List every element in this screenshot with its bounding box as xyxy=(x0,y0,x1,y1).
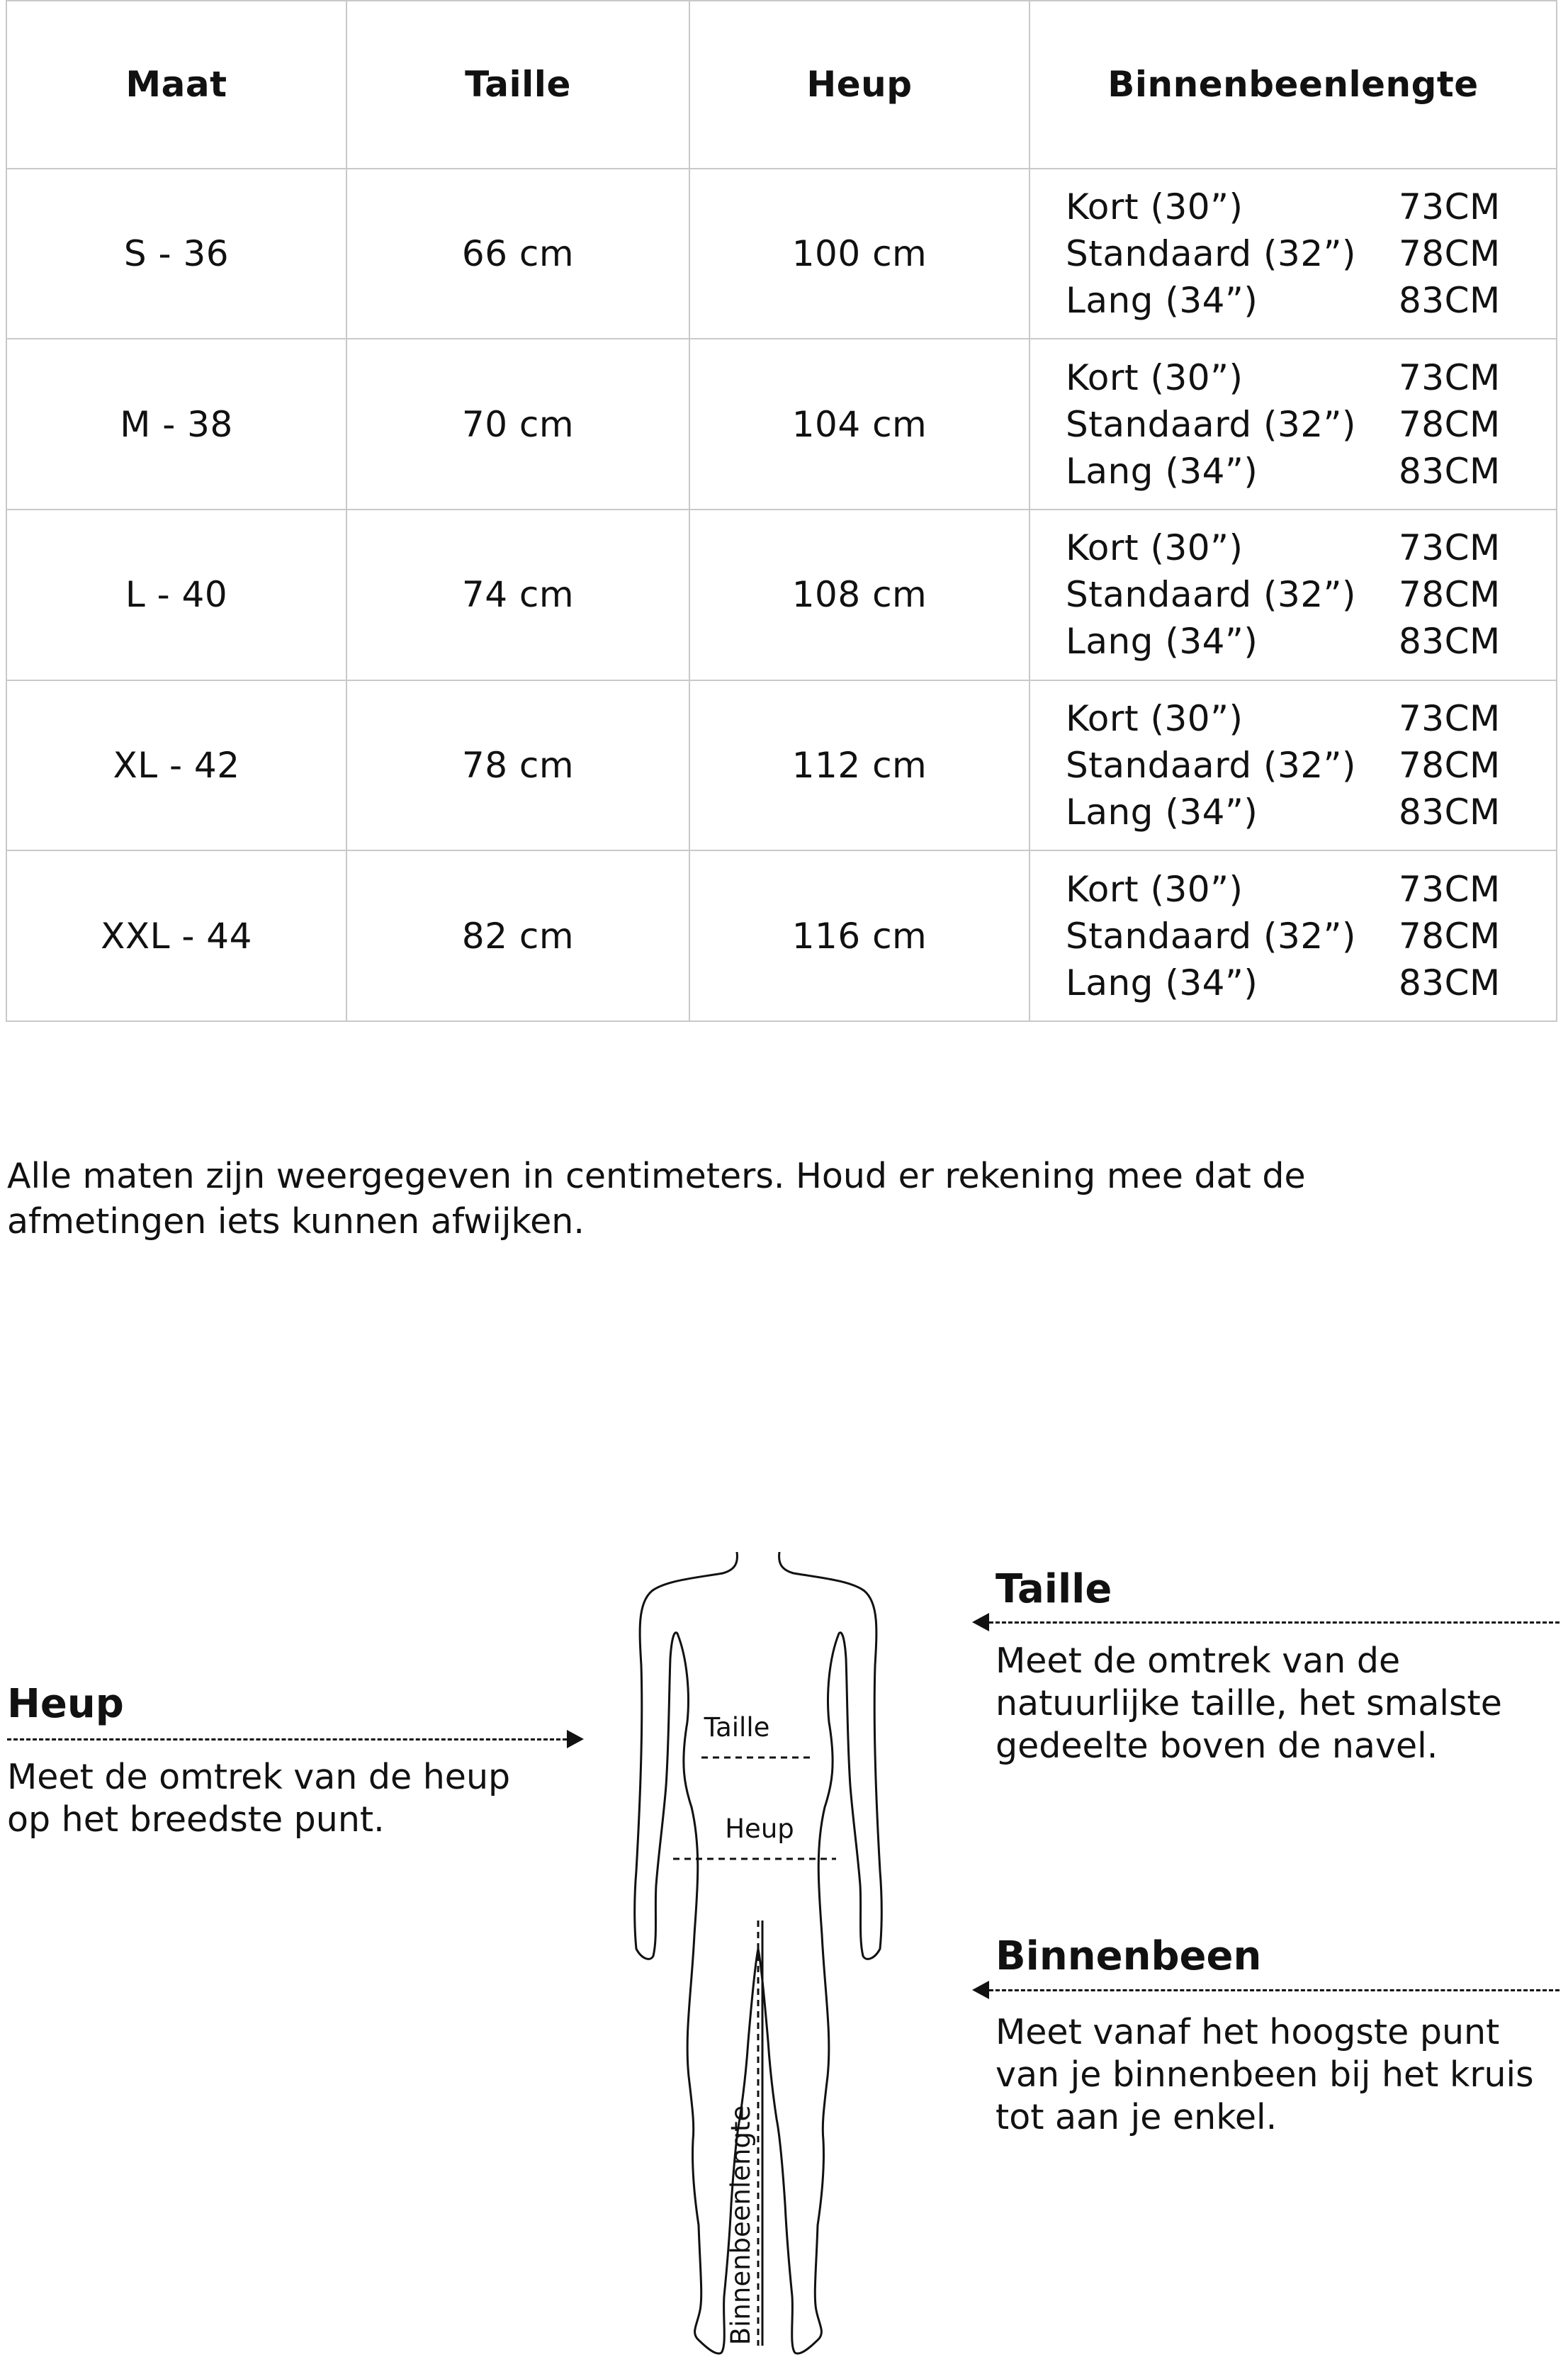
inseam-value: 78CM xyxy=(1399,744,1501,786)
inseam-cell xyxy=(1030,339,1557,510)
inseam-label: Standaard (32”) xyxy=(1066,403,1357,445)
inseam-label: Lang (34”) xyxy=(1066,791,1258,833)
inseam-label: Standaard (32”) xyxy=(1066,232,1357,274)
inseam-cell xyxy=(1030,169,1557,339)
size-cell: M - 38 xyxy=(6,339,346,510)
body-figure-illustration xyxy=(624,1552,893,2360)
hip-arrow-icon xyxy=(567,1730,584,1748)
inseam-guide-line: van je binnenbeen bij het kruis xyxy=(995,2054,1534,2095)
waist-arrow-icon xyxy=(972,1613,989,1631)
hip-cell: 108 cm xyxy=(689,510,1030,680)
table-row xyxy=(6,850,1557,1021)
inseam-value: 78CM xyxy=(1399,403,1501,445)
inseam-value: 73CM xyxy=(1399,356,1501,398)
inseam-label: Standaard (32”) xyxy=(1066,915,1357,957)
table-row xyxy=(6,510,1557,680)
hip-cell: 116 cm xyxy=(689,850,1030,1021)
inseam-label: Standaard (32”) xyxy=(1066,574,1357,616)
inseam-option xyxy=(1066,448,1501,495)
note-line-2: afmetingen iets kunnen afwijken. xyxy=(7,1201,585,1242)
inseam-option xyxy=(1066,866,1501,913)
waist-cell: 74 cm xyxy=(346,510,689,680)
inseam-guide-line: Meet vanaf het hoogste punt xyxy=(995,2012,1500,2052)
inseam-cell xyxy=(1030,510,1557,680)
inseam-guide-dashed-line xyxy=(989,1989,1559,1991)
inseam-value: 83CM xyxy=(1399,962,1501,1003)
waist-guide-line: natuurlijke taille, het smalste xyxy=(995,1683,1502,1723)
inseam-value: 73CM xyxy=(1399,186,1501,227)
hip-guide-line: op het breedste punt. xyxy=(7,1799,385,1840)
table-row xyxy=(6,169,1557,339)
hip-guide-text xyxy=(7,1756,510,1841)
waist-cell: 82 cm xyxy=(346,850,689,1021)
inseam-value: 73CM xyxy=(1399,868,1501,910)
waist-guide-line: gedeelte boven de navel. xyxy=(995,1726,1438,1766)
waist-guide-text xyxy=(995,1640,1502,1767)
inseam-label: Lang (34”) xyxy=(1066,621,1258,663)
hip-cell: 100 cm xyxy=(689,169,1030,339)
inseam-option xyxy=(1066,354,1501,401)
size-cell: L - 40 xyxy=(6,510,346,680)
hip-guide-dashed-line xyxy=(7,1738,567,1740)
inseam-option xyxy=(1066,913,1501,960)
waist-guide-line: Meet de omtrek van de xyxy=(995,1641,1401,1681)
inseam-value: 73CM xyxy=(1399,527,1501,569)
inseam-option xyxy=(1066,401,1501,448)
inseam-cell xyxy=(1030,680,1557,851)
inseam-option xyxy=(1066,960,1501,1006)
inseam-value: 73CM xyxy=(1399,697,1501,739)
waist-guide-title: Taille xyxy=(995,1566,1112,1612)
inseam-option xyxy=(1066,789,1501,836)
note-line-1: Alle maten zijn weergegeven in centimeters. Houd er rekening mee dat de xyxy=(7,1156,1306,1196)
inseam-label: Standaard (32”) xyxy=(1066,744,1357,786)
header-waist: Taille xyxy=(346,1,689,169)
figure-label-inseam: Binnenbeenlengte xyxy=(726,2105,756,2346)
inseam-option xyxy=(1066,618,1501,665)
header-hip: Heup xyxy=(689,1,1030,169)
header-inseam: Binnenbeenlengte xyxy=(1030,1,1557,169)
inseam-value: 83CM xyxy=(1399,621,1501,663)
size-cell: XL - 42 xyxy=(6,680,346,851)
header-size: Maat xyxy=(6,1,346,169)
hip-guide-title: Heup xyxy=(7,1681,124,1727)
inseam-label: Kort (30”) xyxy=(1066,186,1243,227)
inseam-option xyxy=(1066,695,1501,742)
torso-outline-right xyxy=(768,1552,881,2353)
inseam-label: Kort (30”) xyxy=(1066,527,1243,569)
hip-cell: 104 cm xyxy=(689,339,1030,510)
measurement-note xyxy=(7,1154,1389,1244)
inseam-label: Kort (30”) xyxy=(1066,356,1243,398)
inseam-option xyxy=(1066,184,1501,230)
size-cell: XXL - 44 xyxy=(6,850,346,1021)
inseam-value: 78CM xyxy=(1399,232,1501,274)
waist-cell: 70 cm xyxy=(346,339,689,510)
inseam-arrow-icon xyxy=(972,1981,989,1999)
figure-label-waist: Taille xyxy=(704,1712,770,1743)
hip-guide-line: Meet de omtrek van de heup xyxy=(7,1757,511,1797)
table-header-row xyxy=(6,1,1557,169)
waist-cell: 66 cm xyxy=(346,169,689,339)
size-table xyxy=(6,0,1557,1022)
inseam-guide-text xyxy=(995,2011,1534,2139)
inseam-label: Kort (30”) xyxy=(1066,868,1243,910)
inseam-option xyxy=(1066,277,1501,324)
inseam-label: Lang (34”) xyxy=(1066,450,1258,492)
inseam-label: Lang (34”) xyxy=(1066,962,1258,1003)
inseam-label: Kort (30”) xyxy=(1066,697,1243,739)
inseam-option xyxy=(1066,524,1501,571)
inseam-option xyxy=(1066,230,1501,277)
inseam-value: 83CM xyxy=(1399,279,1501,321)
inseam-value: 78CM xyxy=(1399,915,1501,957)
waist-cell: 78 cm xyxy=(346,680,689,851)
table-row xyxy=(6,680,1557,851)
inseam-label: Lang (34”) xyxy=(1066,279,1258,321)
figure-label-hip: Heup xyxy=(725,1813,794,1844)
table-row xyxy=(6,339,1557,510)
inseam-option xyxy=(1066,571,1501,618)
size-cell: S - 36 xyxy=(6,169,346,339)
inseam-value: 83CM xyxy=(1399,791,1501,833)
inseam-value: 78CM xyxy=(1399,574,1501,616)
inseam-value: 83CM xyxy=(1399,450,1501,492)
inseam-guide-title: Binnenbeen xyxy=(995,1933,1262,1979)
inseam-guide-line: tot aan je enkel. xyxy=(995,2097,1277,2137)
waist-guide-dashed-line xyxy=(989,1621,1559,1624)
hip-cell: 112 cm xyxy=(689,680,1030,851)
inseam-option xyxy=(1066,742,1501,789)
inseam-cell xyxy=(1030,850,1557,1021)
